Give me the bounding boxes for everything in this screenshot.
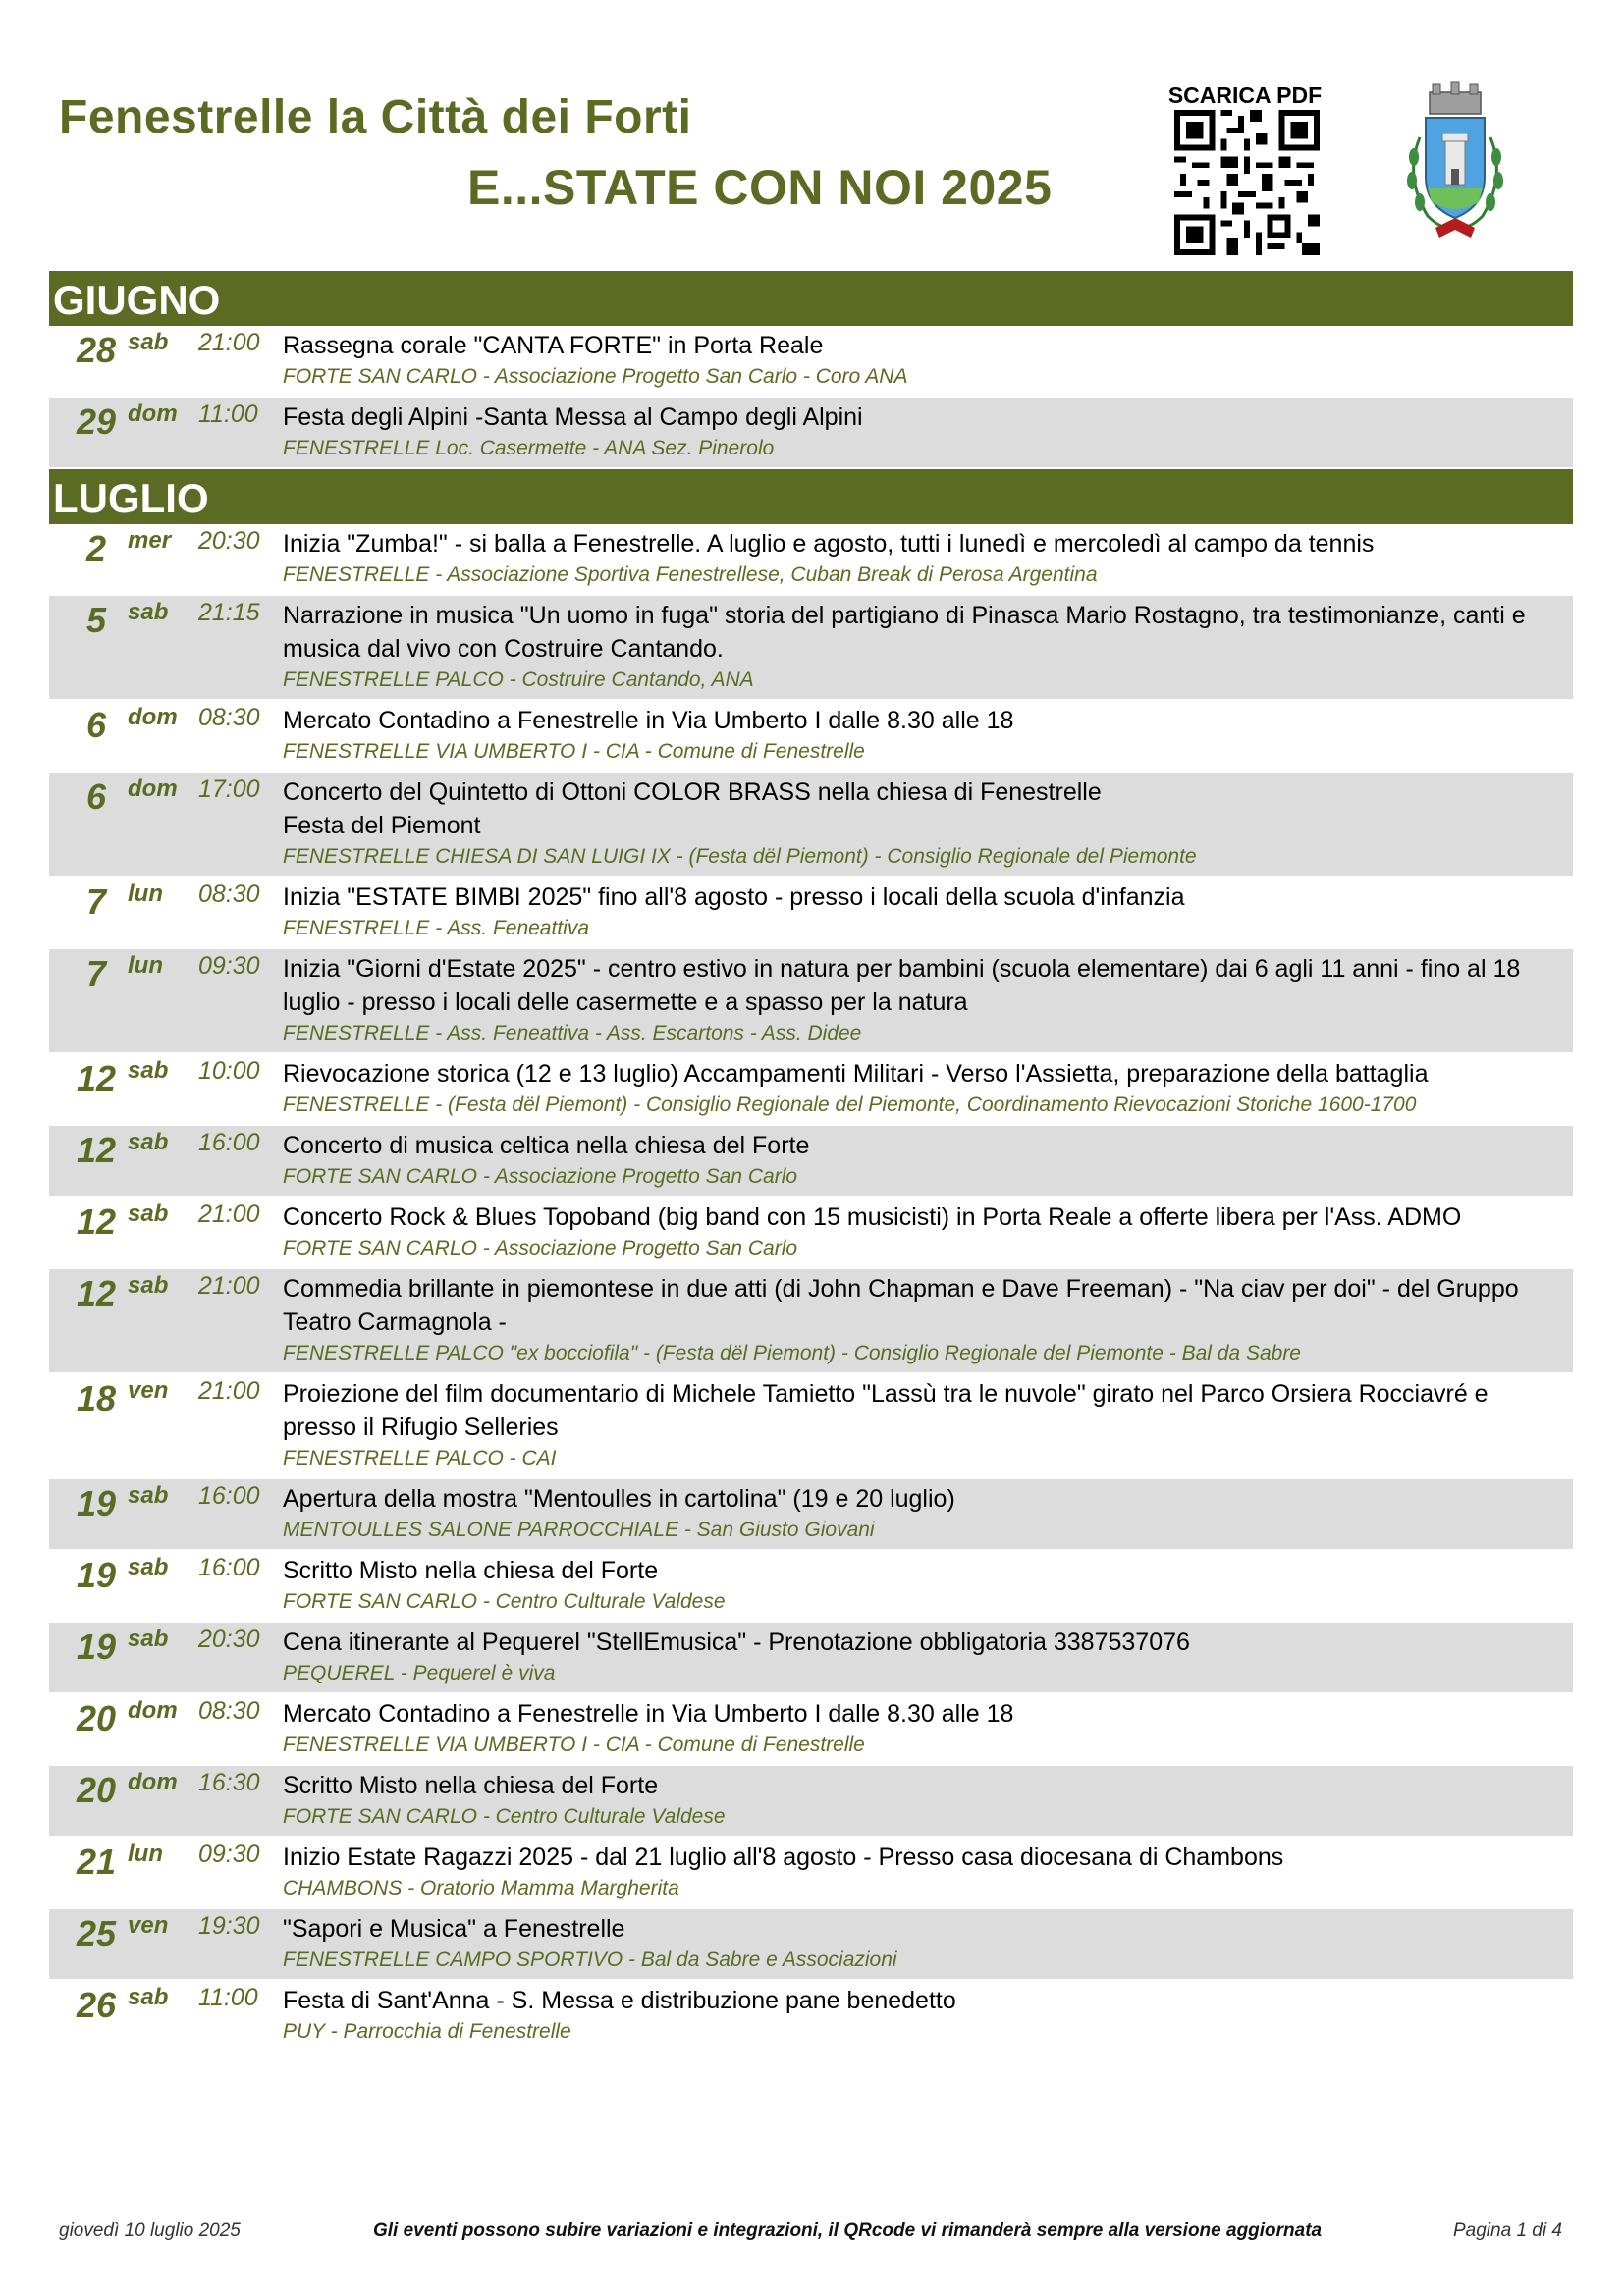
- event-location-organizer: FORTE SAN CARLO - Centro Culturale Valdese: [283, 1590, 726, 1613]
- event-location-organizer: FENESTRELLE Loc. Casermette - ANA Sez. Pinerolo: [283, 437, 775, 459]
- event-row: [49, 326, 1573, 398]
- footer-note: Gli eventi possono subire variazioni e integrazioni, il QRcode vi rimanderà sempre alla versione aggiornata: [373, 2220, 1323, 2241]
- event-description: Scritto Misto nella chiesa del Forte: [283, 1772, 659, 1799]
- event-row: [49, 1479, 1573, 1551]
- event-description: Inizio Estate Ragazzi 2025 - dal 21 luglio all'8 agosto - Presso casa diocesana di Chambons: [283, 1843, 1284, 1871]
- event-weekday: ven: [128, 1912, 169, 1939]
- event-day: 19: [76, 1483, 117, 1523]
- event-day: 2: [85, 528, 107, 568]
- event-row: [49, 1269, 1573, 1374]
- event-time: 21:00: [198, 1377, 260, 1405]
- event-weekday: sab: [128, 1626, 169, 1652]
- event-day: 18: [76, 1378, 117, 1418]
- event-time: 10:00: [198, 1057, 260, 1085]
- event-time: 16:30: [198, 1769, 260, 1796]
- event-day: 19: [76, 1555, 117, 1595]
- event-description: Concerto Rock & Blues Topoband (big band con 15 musicisti) in Porta Reale a offerte libera per l'Ass. ADMO: [283, 1203, 1462, 1231]
- event-location-organizer: FENESTRELLE - Ass. Feneattiva - Ass. Escartons - Ass. Didee: [283, 1022, 862, 1044]
- event-day: 12: [76, 1201, 117, 1242]
- event-schedule: [49, 271, 1573, 2053]
- event-weekday: dom: [128, 704, 178, 730]
- event-row: [49, 1623, 1573, 1694]
- event-time: 08:30: [198, 881, 260, 908]
- event-row: [49, 1374, 1573, 1479]
- event-time: 08:30: [198, 704, 260, 731]
- event-time: 21:00: [198, 1272, 260, 1300]
- month-header: GIUGNO: [49, 271, 1573, 326]
- event-location-organizer: FORTE SAN CARLO - Associazione Progetto San Carlo: [283, 1165, 798, 1188]
- event-description: Mercato Contadino a Fenestrelle in Via Umberto I dalle 8.30 alle 18: [283, 1700, 1014, 1728]
- event-location-organizer: FENESTRELLE - (Festa dël Piemont) - Consiglio Regionale del Piemonte, Coordinamento Rievocazioni Storiche 1600-1700: [283, 1094, 1417, 1116]
- footer-date: giovedì 10 luglio 2025: [59, 2220, 241, 2241]
- event-weekday: sab: [128, 1129, 169, 1155]
- event-description: Rassegna corale "CANTA FORTE" in Porta Reale: [283, 332, 824, 359]
- event-row: [49, 1694, 1573, 1766]
- event-location-organizer: FENESTRELLE PALCO - Costruire Cantando, ANA: [283, 668, 754, 691]
- event-weekday: lun: [128, 952, 163, 979]
- event-description: Apertura della mostra "Mentoulles in cartolina" (19 e 20 luglio): [283, 1485, 955, 1513]
- event-weekday: sab: [128, 599, 169, 625]
- event-row: [49, 398, 1573, 469]
- event-day: 12: [76, 1273, 117, 1313]
- event-weekday: mer: [128, 527, 172, 554]
- event-description: Inizia "ESTATE BIMBI 2025" fino all'8 agosto - presso i locali della scuola d'infanzia: [283, 883, 1185, 911]
- event-location-organizer: FENESTRELLE VIA UMBERTO I - CIA - Comune di Fenestrelle: [283, 1734, 865, 1756]
- event-row: [49, 1054, 1573, 1126]
- event-location-organizer: CHAMBONS - Oratorio Mamma Margherita: [283, 1877, 679, 1899]
- event-row: [49, 773, 1573, 878]
- event-description: Concerto di musica celtica nella chiesa del Forte: [283, 1132, 810, 1159]
- event-description: Narrazione in musica "Un uomo in fuga" storia del partigiano di Pinasca Mario Rostagno, tra testimonianze, canti e musica dal vivo con Costruire Cantando.: [283, 602, 1526, 663]
- event-description: Proiezione del film documentario di Michele Tamietto "Lassù tra le nuvole" girato nel Parco Orsiera Rocciavré e presso il Rifugio Selleries: [283, 1380, 1489, 1441]
- event-time: 21:00: [198, 1201, 260, 1228]
- event-time: 11:00: [198, 1984, 258, 2011]
- event-weekday: sab: [128, 1482, 169, 1509]
- event-time: 17:00: [198, 775, 260, 803]
- event-description: Rievocazione storica (12 e 13 luglio) Accampamenti Militari - Verso l'Assietta, preparazione della battaglia: [283, 1060, 1429, 1088]
- event-weekday: lun: [128, 881, 163, 907]
- event-day: 7: [85, 881, 107, 922]
- event-row: [49, 878, 1573, 949]
- event-day: 25: [76, 1913, 117, 1953]
- event-weekday: dom: [128, 400, 178, 427]
- municipal-crest-icon: [1400, 79, 1510, 243]
- event-time: 16:00: [198, 1129, 260, 1156]
- event-day: 20: [76, 1770, 117, 1810]
- event-weekday: sab: [128, 1984, 169, 2010]
- event-weekday: ven: [128, 1377, 169, 1404]
- event-row: [49, 596, 1573, 701]
- event-weekday: dom: [128, 1697, 178, 1724]
- event-location-organizer: MENTOULLES SALONE PARROCCHIALE - San Giusto Giovani: [283, 1519, 875, 1541]
- event-location-organizer: FENESTRELLE CAMPO SPORTIVO - Bal da Sabre e Associazioni: [283, 1949, 897, 1971]
- event-time: 20:30: [198, 1626, 260, 1653]
- event-row: [49, 524, 1573, 596]
- event-weekday: sab: [128, 1201, 169, 1227]
- event-time: 09:30: [198, 1841, 260, 1868]
- event-day: 29: [76, 401, 117, 442]
- event-time: 16:00: [198, 1554, 260, 1581]
- event-location-organizer: FENESTRELLE PALCO - CAI: [283, 1447, 557, 1469]
- qr-code-icon[interactable]: [1174, 110, 1320, 255]
- event-day: 12: [76, 1058, 117, 1098]
- event-location-organizer: FENESTRELLE - Ass. Feneattiva: [283, 917, 589, 939]
- event-row: [49, 701, 1573, 773]
- event-day: 7: [85, 953, 107, 993]
- month-header: LUGLIO: [49, 469, 1573, 524]
- event-time: 20:30: [198, 527, 260, 555]
- event-day: 21: [76, 1842, 117, 1882]
- event-weekday: dom: [128, 1769, 178, 1795]
- event-row: [49, 1126, 1573, 1198]
- event-description: Mercato Contadino a Fenestrelle in Via Umberto I dalle 8.30 alle 18: [283, 707, 1014, 734]
- event-weekday: sab: [128, 1057, 169, 1084]
- event-row: [49, 949, 1573, 1054]
- event-day: 5: [85, 600, 107, 640]
- event-description: Inizia "Giorni d'Estate 2025" - centro estivo in natura per bambini (scuola elementare) dai 6 agli 11 anni - fino al 18 luglio - presso i locali delle casermette e a spasso per la natura: [283, 955, 1521, 1016]
- event-weekday: dom: [128, 775, 178, 802]
- event-time: 08:30: [198, 1697, 260, 1725]
- event-location-organizer: FORTE SAN CARLO - Associazione Progetto San Carlo: [283, 1237, 798, 1259]
- event-time: 16:00: [198, 1482, 260, 1510]
- event-day: 28: [76, 330, 117, 370]
- event-description: Inizia "Zumba!" - si balla a Fenestrelle. A luglio e agosto, tutti i lunedì e mercoledì al campo da tennis: [283, 530, 1375, 558]
- event-description: "Sapori e Musica" a Fenestrelle: [283, 1915, 625, 1943]
- event-time: 21:00: [198, 329, 260, 356]
- qr-block[interactable]: [1166, 82, 1324, 260]
- event-description: Scritto Misto nella chiesa del Forte: [283, 1557, 659, 1584]
- event-day: 12: [76, 1130, 117, 1170]
- event-day: 6: [85, 705, 107, 745]
- event-location-organizer: PEQUEREL - Pequerel è viva: [283, 1662, 556, 1684]
- event-weekday: lun: [128, 1841, 163, 1867]
- event-day: 6: [85, 776, 107, 817]
- event-description: Commedia brillante in piemontese in due atti (di John Chapman e Dave Freeman) - "Na ciav per doi" - del Gruppo Teatro Carmagnola -: [283, 1275, 1519, 1336]
- event-day: 20: [76, 1698, 117, 1738]
- event-row: [49, 1909, 1573, 1981]
- event-row: [49, 1981, 1573, 2053]
- event-row: [49, 1551, 1573, 1623]
- event-weekday: sab: [128, 1554, 169, 1580]
- event-weekday: sab: [128, 329, 169, 355]
- event-day: 19: [76, 1627, 117, 1667]
- event-weekday: sab: [128, 1272, 169, 1299]
- page-subtitle: E...STATE CON NOI 2025: [467, 160, 1053, 215]
- event-time: 21:15: [198, 599, 260, 626]
- event-description: Cena itinerante al Pequerel "StellEmusica" - Prenotazione obbligatoria 3387537076: [283, 1629, 1190, 1656]
- event-time: 19:30: [198, 1912, 260, 1940]
- event-time: 09:30: [198, 952, 260, 980]
- event-location-organizer: FENESTRELLE - Associazione Sportiva Fenestrellese, Cuban Break di Perosa Argentina: [283, 563, 1098, 586]
- event-time: 11:00: [198, 400, 258, 428]
- event-location-organizer: FENESTRELLE CHIESA DI SAN LUIGI IX - (Festa dël Piemont) - Consiglio Regionale del Piemonte: [283, 845, 1197, 868]
- page-title: Fenestrelle la Città dei Forti: [59, 91, 692, 143]
- event-row: [49, 1838, 1573, 1909]
- event-row: [49, 1198, 1573, 1269]
- event-location-organizer: FORTE SAN CARLO - Associazione Progetto San Carlo - Coro ANA: [283, 365, 908, 388]
- event-location-organizer: PUY - Parrocchia di Fenestrelle: [283, 2020, 571, 2043]
- event-location-organizer: FENESTRELLE VIA UMBERTO I - CIA - Comune di Fenestrelle: [283, 740, 865, 763]
- event-day: 26: [76, 1985, 117, 2025]
- event-description: Festa di Sant'Anna - S. Messa e distribuzione pane benedetto: [283, 1987, 956, 2014]
- event-description: Festa degli Alpini -Santa Messa al Campo degli Alpini: [283, 403, 863, 431]
- page-number: Pagina 1 di 4: [1453, 2220, 1562, 2241]
- event-location-organizer: FORTE SAN CARLO - Centro Culturale Valdese: [283, 1805, 726, 1828]
- event-location-organizer: FENESTRELLE PALCO "ex bocciofila" - (Festa dël Piemont) - Consiglio Regionale del Piemonte - Bal da Sabre: [283, 1342, 1301, 1364]
- event-description: Concerto del Quintetto di Ottoni COLOR BRASS nella chiesa di Fenestrelle Festa del Piemont: [283, 778, 1102, 839]
- event-row: [49, 1766, 1573, 1838]
- qr-label: SCARICA PDF: [1167, 82, 1323, 108]
